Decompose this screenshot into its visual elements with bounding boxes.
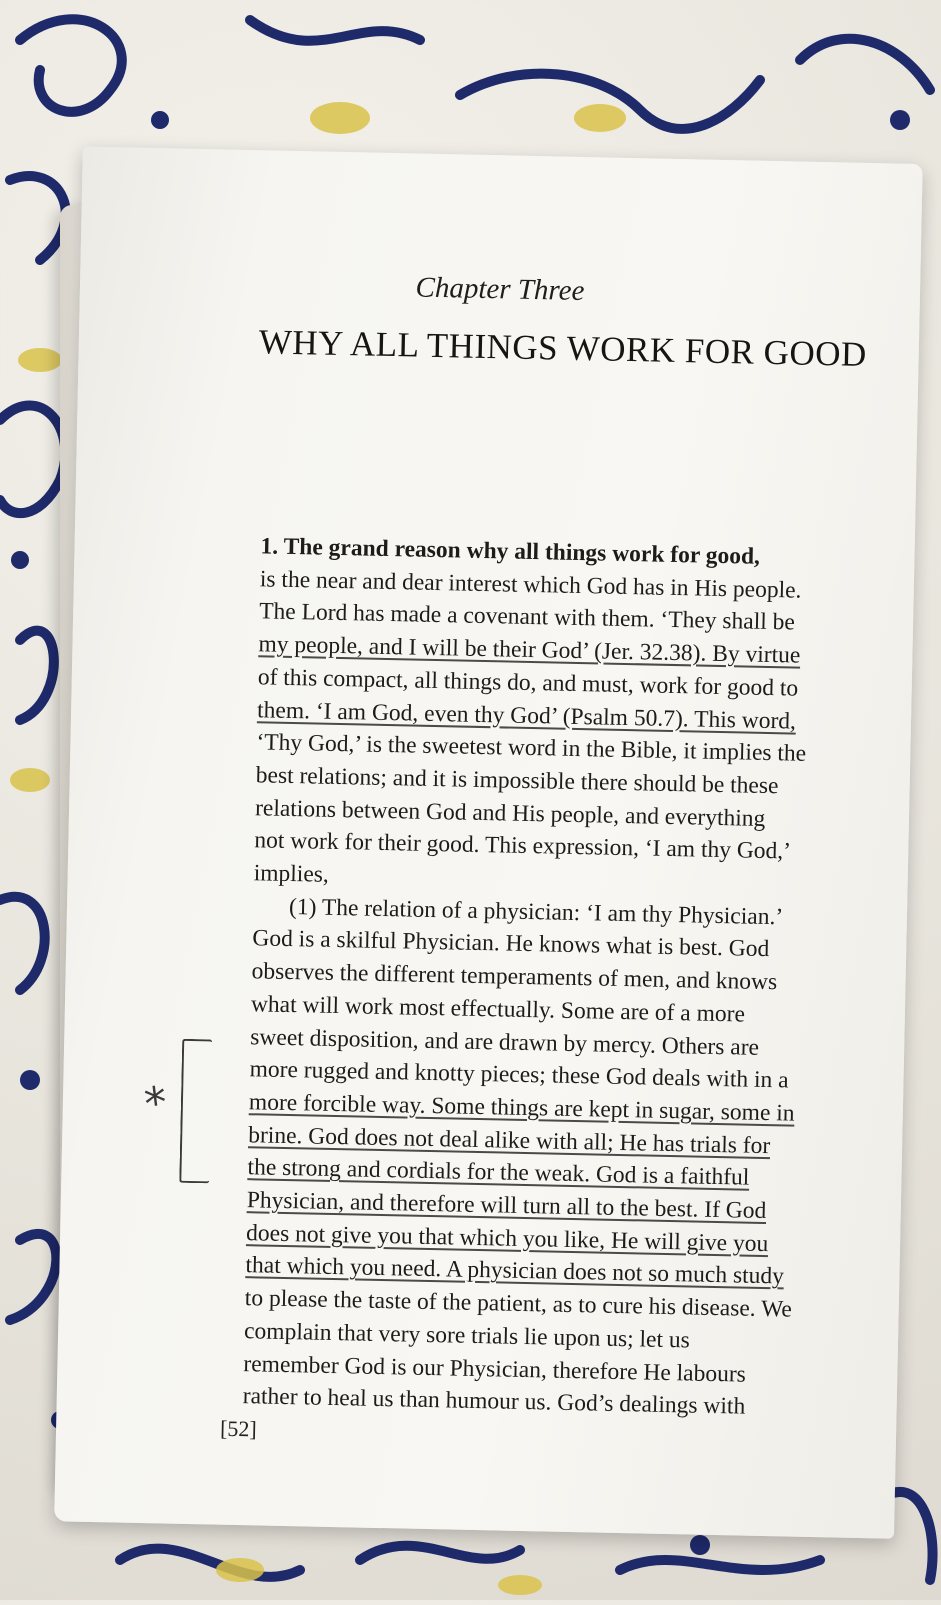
body-line: 1. The grand reason why all things work for good, [260,533,761,570]
chapter-label: Chapter Three [415,271,585,308]
body-line-underlined: the strong and cordials for the weak. God is a faithful [247,1154,750,1192]
body-line: of this compact, all things do, and must, work for good to [257,664,799,702]
body-line-underlined: brine. God does not deal alike with all; He has trials for [247,1121,771,1159]
body-line: The Lord has made a covenant with them. ‘They shall be [258,598,796,636]
body-line: relations between God and His people, and everything [254,794,766,832]
body-line: God is a skilful Physician. He knows what is best. God [252,925,770,963]
handwritten-asterisk: * [141,1077,170,1131]
handwritten-bracket [179,1039,212,1184]
body-line: not work for their good. This expression, ‘I am thy God,’ [254,827,792,865]
body-line: observes the different temperaments of men, and knows [251,958,778,996]
body-line: rather to heal us than humour us. God’s dealings with [242,1383,746,1420]
body-line-underlined: them. ‘I am God, even thy God’ (Psalm 50.7). This word, [256,696,797,735]
body-line: remember God is our Physician, therefore He labours [243,1350,747,1388]
body-line: to please the taste of the patient, as to cure his disease. We [244,1285,793,1323]
page-number: [52] [219,1415,258,1442]
body-line-underlined: Physician, and therefore will turn all to the best. If God [246,1187,767,1225]
chapter-title: WHY ALL THINGS WORK FOR GOOD [258,322,868,374]
body-line: what will work most effectually. Some are of a more [250,991,746,1028]
body-line: implies, [253,860,330,888]
body-line-underlined: more forcible way. Some things are kept in sugar, some in [248,1089,795,1127]
body-line: more rugged and knotty pieces; these God deals with in a [249,1056,789,1094]
body-line: complain that very sore trials lie upon us; let us [243,1318,691,1354]
body-line: (1) The relation of a physician: ‘I am thy Physician.’ [288,893,784,931]
book-page [54,147,923,1539]
body-line-underlined: my people, and I will be their God’ (Jer. 32.38). By virtue [258,631,801,669]
body-line: best relations; and it is impossible there should be these [255,762,779,800]
body-line: ‘Thy God,’ is the sweetest word in the Bible, it implies the [256,729,807,768]
body-line: sweet disposition, and are drawn by mercy. Others are [250,1023,760,1061]
body-text [242,530,910,1426]
body-line-underlined: does not give you that which you like, He will give you [245,1219,769,1257]
body-line-underlined: that which you need. A physician does not so much study [245,1252,785,1290]
body-line: is the near and dear interest which God has in His people. [259,566,802,604]
